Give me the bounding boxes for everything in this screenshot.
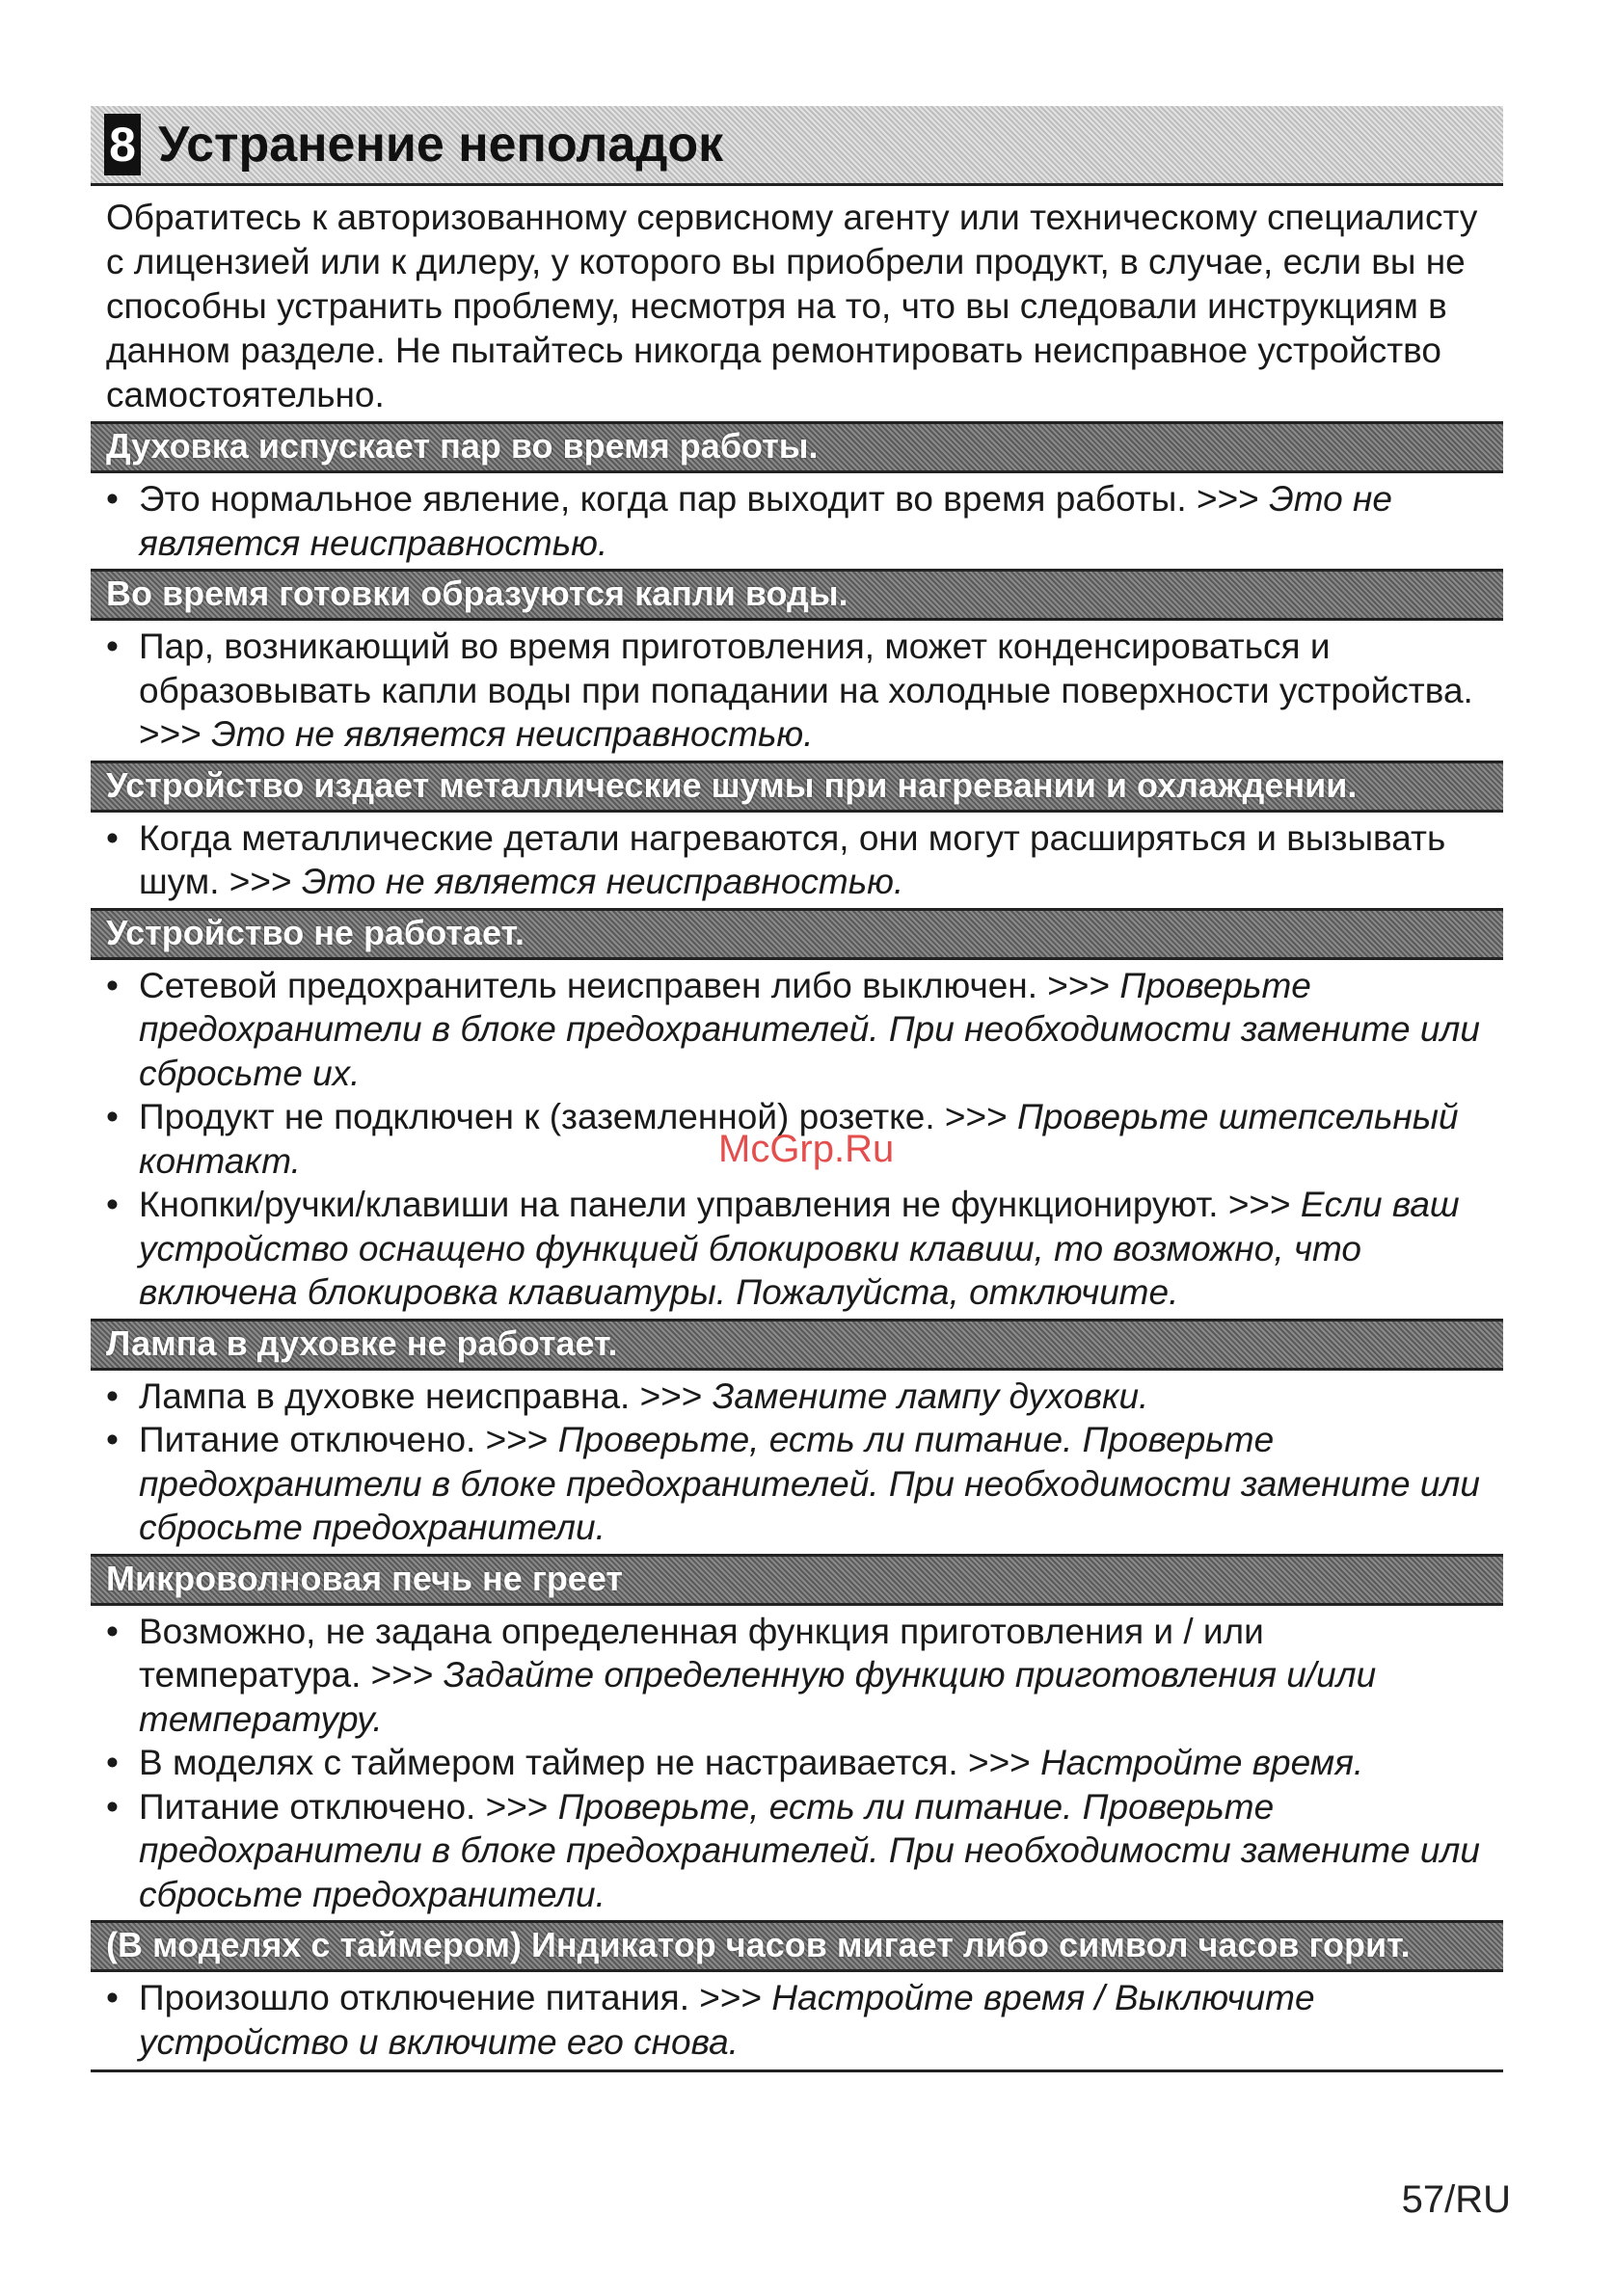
- end-divider: [91, 2069, 1503, 2072]
- section-items: [91, 1976, 1503, 2064]
- section-heading: Духовка испускает пар во время работы.: [91, 421, 1503, 473]
- item-remedy: Проверьте штепсельный контакт.: [139, 1097, 1459, 1181]
- section-heading: Лампа в духовке не работает.: [91, 1319, 1503, 1371]
- list-item: [91, 1785, 1503, 1917]
- list-item: [91, 625, 1503, 757]
- item-remedy: Проверьте, есть ли питание. Проверьте предохранители в блоке предохранителей. При необходимости замените или сбросьте предохранители.: [139, 1420, 1480, 1547]
- section-heading: (В моделях с таймером) Индикатор часов мигает либо символ часов горит.: [91, 1920, 1503, 1972]
- list-item: [91, 1418, 1503, 1550]
- troubleshooting-page: [91, 106, 1503, 2072]
- item-remedy: Это не является неисправностью.: [139, 479, 1392, 563]
- list-item: [91, 964, 1503, 1096]
- item-remedy: Задайте определенную функцию приготовления и/или температуру.: [139, 1655, 1377, 1739]
- item-cause: Продукт не подключен к (заземленной) розетке. >>>: [139, 1097, 1018, 1136]
- list-item: [91, 1741, 1503, 1785]
- page-number: 57/RU: [1401, 2178, 1511, 2221]
- item-cause: Возможно, не задана определенная функция приготовления и / или температура. >>>: [139, 1611, 1264, 1695]
- section-heading: Во время готовки образуются капли воды.: [91, 569, 1503, 621]
- item-cause: Питание отключено. >>>: [139, 1420, 558, 1459]
- item-cause: Кнопки/ручки/клавиши на панели управления не функционируют. >>>: [139, 1185, 1301, 1224]
- item-remedy: Замените лампу духовки.: [712, 1375, 1149, 1416]
- troubleshooting-section: [91, 421, 1503, 565]
- item-cause: Питание отключено. >>>: [139, 1786, 558, 1827]
- troubleshooting-section: [91, 761, 1503, 904]
- item-remedy: Это не является неисправностью.: [211, 714, 814, 754]
- troubleshooting-section: [91, 1554, 1503, 1917]
- item-remedy: Проверьте, есть ли питание. Проверьте предохранители в блоке предохранителей. При необходимости замените или сбросьте предохранители.: [139, 1786, 1480, 1914]
- list-item: [91, 1183, 1503, 1315]
- troubleshooting-section: [91, 1920, 1503, 2064]
- item-cause: В моделях с таймером таймер не настраивается. >>>: [139, 1743, 1041, 1782]
- list-item: [91, 1976, 1503, 2064]
- item-remedy: Настройте время.: [1040, 1743, 1364, 1782]
- chapter-number: 8: [104, 114, 141, 175]
- section-items: [91, 1375, 1503, 1550]
- item-cause: Пар, возникающий во время приготовления, может конденсироваться и образовывать капли воды при попадании на холодные поверхности устройства. >>>: [139, 627, 1473, 754]
- item-cause: Сетевой предохранитель неисправен либо выключен. >>>: [139, 965, 1120, 1005]
- troubleshooting-section: [91, 1319, 1503, 1550]
- section-heading: Микроволновая печь не греет: [91, 1554, 1503, 1606]
- chapter-title: Устранение неполадок: [158, 117, 724, 173]
- list-item: [91, 477, 1503, 565]
- list-item: [91, 816, 1503, 904]
- chapter-header: [91, 106, 1503, 186]
- item-cause: Это нормальное явление, когда пар выходит во время работы. >>>: [139, 479, 1270, 519]
- item-cause: Когда металлические детали нагреваются, они могут расширяться и вызывать шум. >>>: [139, 817, 1446, 901]
- item-cause: Произошло отключение питания. >>>: [139, 1978, 772, 2017]
- intro-paragraph: Обратитесь к авторизованному сервисному агенту или техническому специалисту с лицензией или к дилеру, у которого вы приобрели продукт, в случае, если вы не способны устранить проблему, несмотря на то, что вы следовали инструкциям в данном разделе. Не пытайтесь никогда ремонтировать неисправное устройство самостоятельно.: [106, 198, 1478, 414]
- section-heading: Устройство издает металлические шумы при нагревании и охлаждении.: [91, 761, 1503, 813]
- item-remedy: Проверьте предохранители в блоке предохранителей. При необходимости замените или сбросьте их.: [139, 965, 1480, 1093]
- item-remedy: Это не является неисправностью.: [301, 862, 904, 901]
- section-items: [91, 816, 1503, 904]
- troubleshooting-section: [91, 569, 1503, 757]
- list-item: [91, 1610, 1503, 1742]
- section-heading: Устройство не работает.: [91, 908, 1503, 960]
- item-remedy: Если ваш устройство оснащено функцией блокировки клавиш, то возможно, что включена блокировка клавиатуры. Пожалуйста, отключите.: [139, 1185, 1460, 1312]
- section-items: [91, 1610, 1503, 1917]
- troubleshooting-sections: [91, 421, 1503, 2064]
- section-items: [91, 477, 1503, 565]
- item-remedy: Настройте время / Выключите устройство и включите его снова.: [139, 1978, 1315, 2062]
- watermark: McGrp.Ru: [718, 1128, 895, 1170]
- item-cause: Лампа в духовке неисправна. >>>: [139, 1375, 713, 1416]
- section-items: [91, 625, 1503, 757]
- list-item: [91, 1375, 1503, 1419]
- troubleshooting-section: [91, 908, 1503, 1315]
